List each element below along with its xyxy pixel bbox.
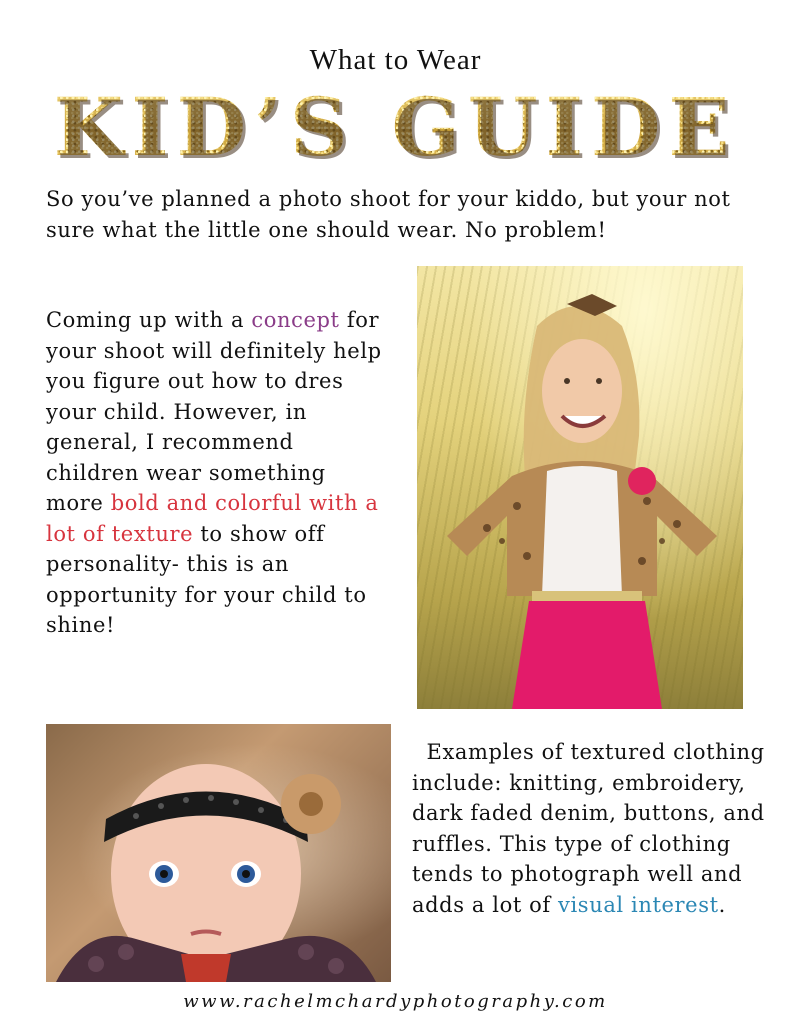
girl-photo	[417, 266, 743, 709]
girl-illustration	[417, 266, 743, 709]
page-subtitle: What to Wear	[309, 44, 482, 76]
texture-text-2: .	[718, 892, 726, 917]
bold-colorful-highlight: bold and colorful with a lot of texture	[46, 491, 379, 546]
concept-highlight: concept	[251, 308, 340, 332]
concept-text-1: Coming up with a	[46, 308, 252, 332]
visual-interest-highlight: visual interest	[558, 892, 719, 917]
website-footer: www.rachelmchardyphotography.com	[183, 991, 608, 1012]
concept-text-3: to show off personality- this is an opportunity for your child to shine!	[46, 521, 367, 637]
baby-illustration	[46, 724, 391, 982]
texture-text-1: Examples of textured clothing include: knitting, embroidery, dark faded denim, buttons, and ruffles. This type of clothing tends to photograph well and adds a lot of	[412, 740, 765, 917]
page-title: KID’S GUIDE	[0, 84, 791, 170]
concept-text-2: for your shoot will definitely help you figure out how to dres your child. However, in general, I recommend children wear something more	[46, 308, 382, 515]
texture-paragraph	[412, 737, 772, 920]
baby-photo	[46, 724, 391, 982]
concept-paragraph	[46, 305, 386, 641]
intro-paragraph: So you’ve planned a photo shoot for your kiddo, but your not sure what the little one should wear. No problem!	[46, 187, 731, 242]
